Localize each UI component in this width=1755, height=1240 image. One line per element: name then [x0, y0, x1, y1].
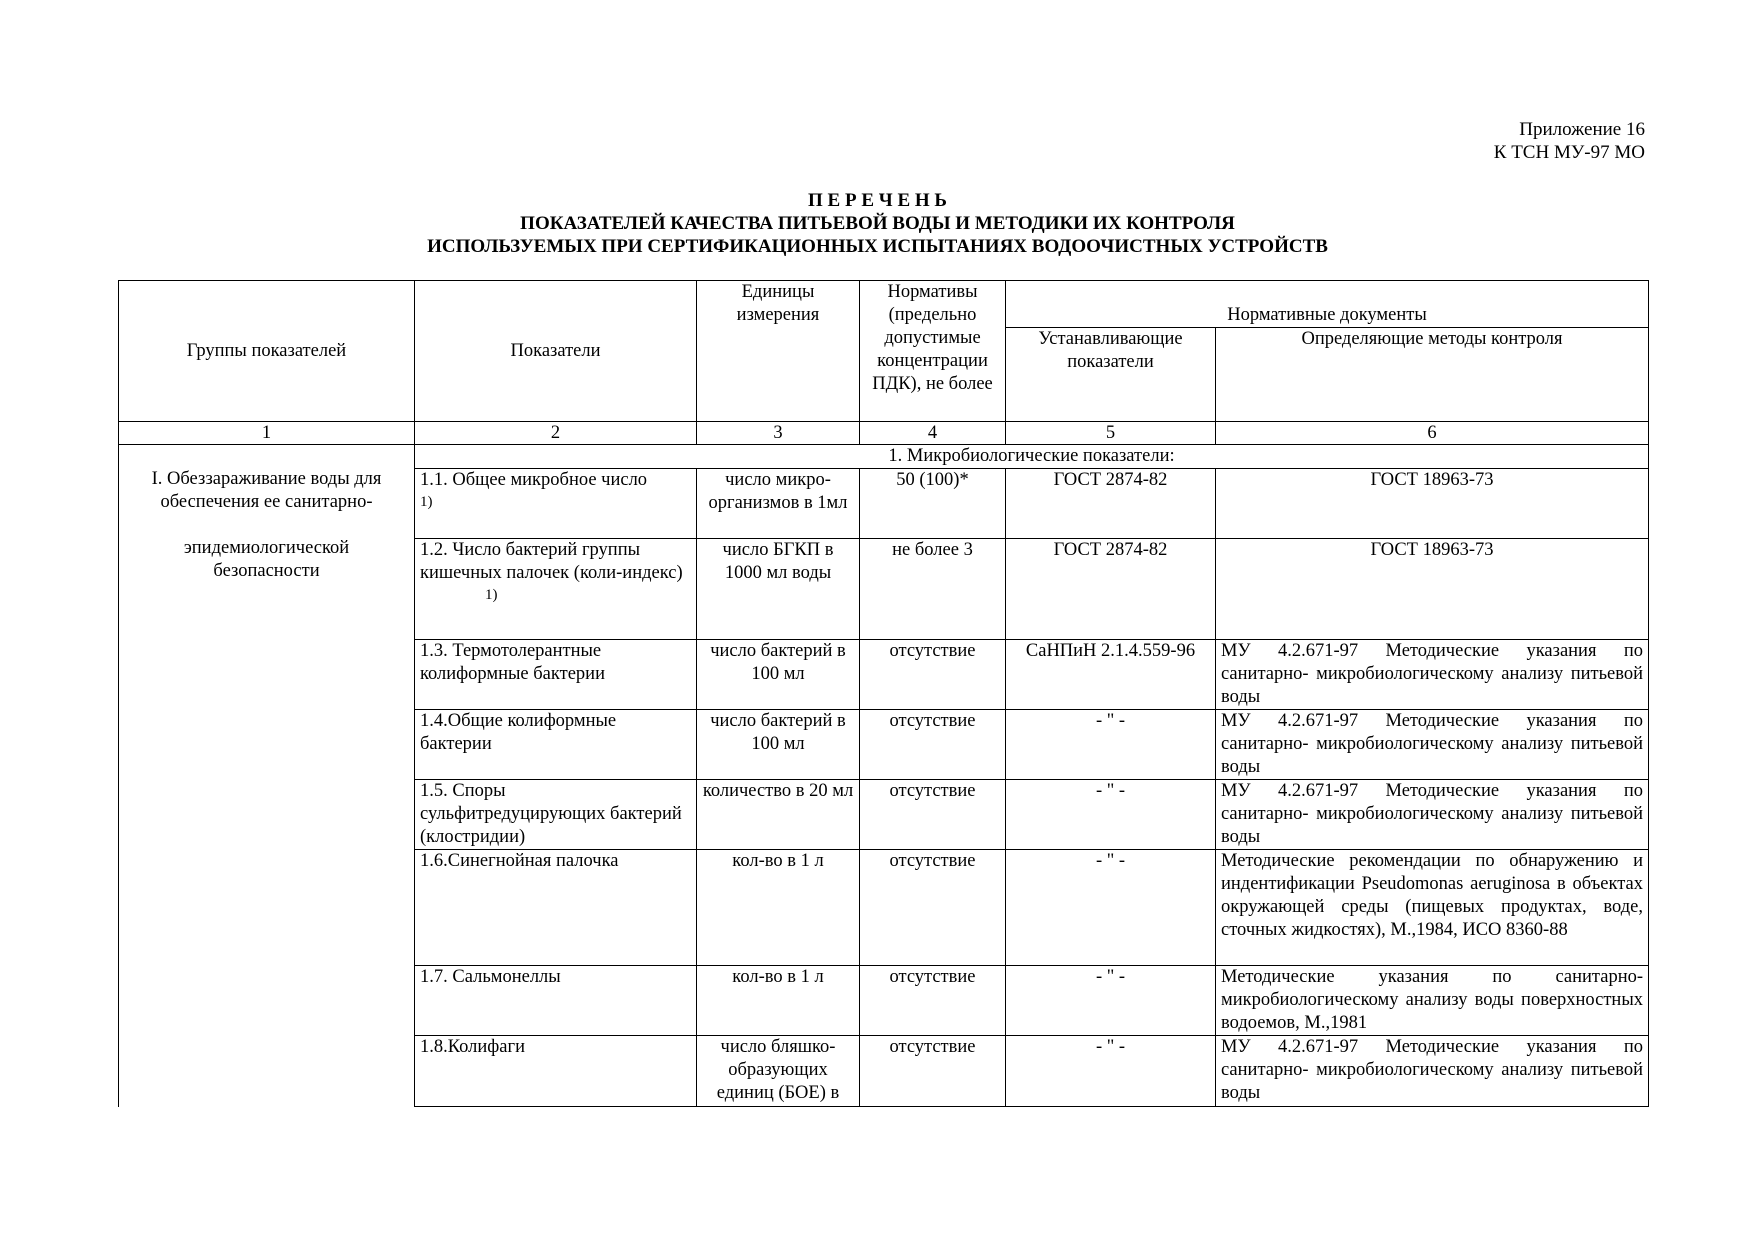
column-number: 2	[415, 422, 697, 445]
method-cell: МУ 4.2.671-97 Методические указания по санитарно- микробиологическому анализу питьевой воды	[1216, 1036, 1649, 1107]
doc-cell: ГОСТ 2874-82	[1006, 469, 1216, 539]
group-line: эпидемиологической	[183, 538, 350, 558]
norm-cell: отсутствие	[860, 966, 1006, 1036]
unit-cell: количество в 20 мл	[697, 780, 860, 850]
norm-cell: не более 3	[860, 539, 1006, 640]
header-docs-methods: Определяющие методы контроля	[1216, 328, 1649, 422]
method-cell: МУ 4.2.671-97 Методические указания по санитарно- микробиологическому анализу питьевой воды	[1216, 710, 1649, 780]
indicator-cell: 1.5. Споры сульфитредуцирующих бактерий (клостридии)	[415, 780, 697, 850]
unit-cell: число бактерий в 100 мл	[697, 640, 860, 710]
norm-cell: отсутствие	[860, 640, 1006, 710]
doc-cell: ГОСТ 2874-82	[1006, 539, 1216, 640]
method-cell: МУ 4.2.671-97 Методические указания по санитарно- микробиологическому анализу питьевой воды	[1216, 780, 1649, 850]
column-number: 1	[119, 422, 415, 445]
column-number: 3	[697, 422, 860, 445]
section-row	[119, 445, 1649, 469]
footnote-mark: 1)	[485, 587, 498, 603]
unit-cell: число бактерий в 100 мл	[697, 710, 860, 780]
method-cell: ГОСТ 18963-73	[1216, 469, 1649, 539]
unit-cell: кол-во в 1 л	[697, 850, 860, 966]
norm-cell: отсутствие	[860, 780, 1006, 850]
doc-cell: - " -	[1006, 710, 1216, 780]
column-number: 5	[1006, 422, 1216, 445]
appendix-line-2: К ТСН МУ-97 МО	[1493, 142, 1645, 163]
doc-cell: - " -	[1006, 850, 1216, 966]
header-row-1	[119, 281, 1649, 328]
group-line: I. Обеззараживание воды для	[151, 469, 382, 489]
footnote-mark: 1)	[420, 494, 433, 510]
column-number: 4	[860, 422, 1006, 445]
method-cell: ГОСТ 18963-73	[1216, 539, 1649, 640]
doc-cell: - " -	[1006, 780, 1216, 850]
norm-cell: отсутствие	[860, 1036, 1006, 1107]
section-title: 1. Микробиологические показатели:	[415, 445, 1649, 469]
doc-cell: - " -	[1006, 1036, 1216, 1107]
group-cell	[119, 445, 415, 1107]
header-units: Единицы измерения	[697, 281, 860, 422]
method-cell: МУ 4.2.671-97 Методические указания по санитарно- микробиологическому анализу питьевой воды	[1216, 640, 1649, 710]
header-docs: Нормативные документы	[1006, 281, 1649, 328]
indicator-cell: 1.4.Общие колиформные бактерии	[415, 710, 697, 780]
unit-cell: кол-во в 1 л	[697, 966, 860, 1036]
heading-line-2: ПОКАЗАТЕЛЕЙ КАЧЕСТВА ПИТЬЕВОЙ ВОДЫ И МЕТОДИКИ ИХ КОНТРОЛЯ	[520, 213, 1235, 234]
norm-cell: отсутствие	[860, 850, 1006, 966]
heading-line-1: П Е Р Е Ч Е Н Ь	[808, 190, 947, 211]
header-docs-establishing: Устанавливающие показатели	[1006, 328, 1216, 422]
indicator-cell	[415, 539, 697, 640]
norm-cell: 50 (100)*	[860, 469, 1006, 539]
indicator-cell: 1.8.Колифаги	[415, 1036, 697, 1107]
method-cell: Методические указания по санитарно-микробиологическому анализу воды поверхностных водоемов, М.,1981	[1216, 966, 1649, 1036]
indicator-cell	[415, 469, 697, 539]
method-cell: Методические рекомендации по обнаружению и индентификации Pseudomonas aeruginosa в объектах окружающей среды (пищевых продуктах, воде, сточных жидкостях), М.,1984, ИСО 8360-88	[1216, 850, 1649, 966]
column-number: 6	[1216, 422, 1649, 445]
heading-line-3: ИСПОЛЬЗУЕМЫХ ПРИ СЕРТИФИКАЦИОННЫХ ИСПЫТАНИЯХ ВОДООЧИСТНЫХ УСТРОЙСТВ	[427, 236, 1328, 257]
unit-cell: число бляшко-образующих единиц (БОЕ) в	[697, 1036, 860, 1107]
indicator-cell: 1.3. Термотолерантные колиформные бактерии	[415, 640, 697, 710]
indicator-name: 1.2. Число бактерий группы кишечных палочек (коли-индекс)	[420, 540, 683, 583]
indicator-cell: 1.6.Синегнойная палочка	[415, 850, 697, 966]
doc-cell: СаНПиН 2.1.4.559-96	[1006, 640, 1216, 710]
indicator-name: 1.1. Общее микробное число	[420, 470, 648, 490]
group-line: обеспечения ее санитарно-	[160, 492, 373, 512]
header-norms: Нормативы (предельно допустимые концентрации ПДК), не более	[860, 281, 1006, 422]
document-heading	[0, 189, 1755, 258]
unit-cell: число микро-организмов в 1мл	[697, 469, 860, 539]
header-indicators: Показатели	[415, 281, 697, 422]
indicator-cell: 1.7. Сальмонеллы	[415, 966, 697, 1036]
appendix-note	[1494, 118, 1645, 164]
unit-cell: число БГКП в 1000 мл воды	[697, 539, 860, 640]
header-groups: Группы показателей	[119, 281, 415, 422]
column-numbers-row	[119, 422, 1649, 445]
doc-cell: - " -	[1006, 966, 1216, 1036]
indicators-table	[118, 280, 1649, 1107]
group-line: безопасности	[213, 561, 320, 581]
norm-cell: отсутствие	[860, 710, 1006, 780]
appendix-line-1: Приложение 16	[1519, 119, 1645, 140]
